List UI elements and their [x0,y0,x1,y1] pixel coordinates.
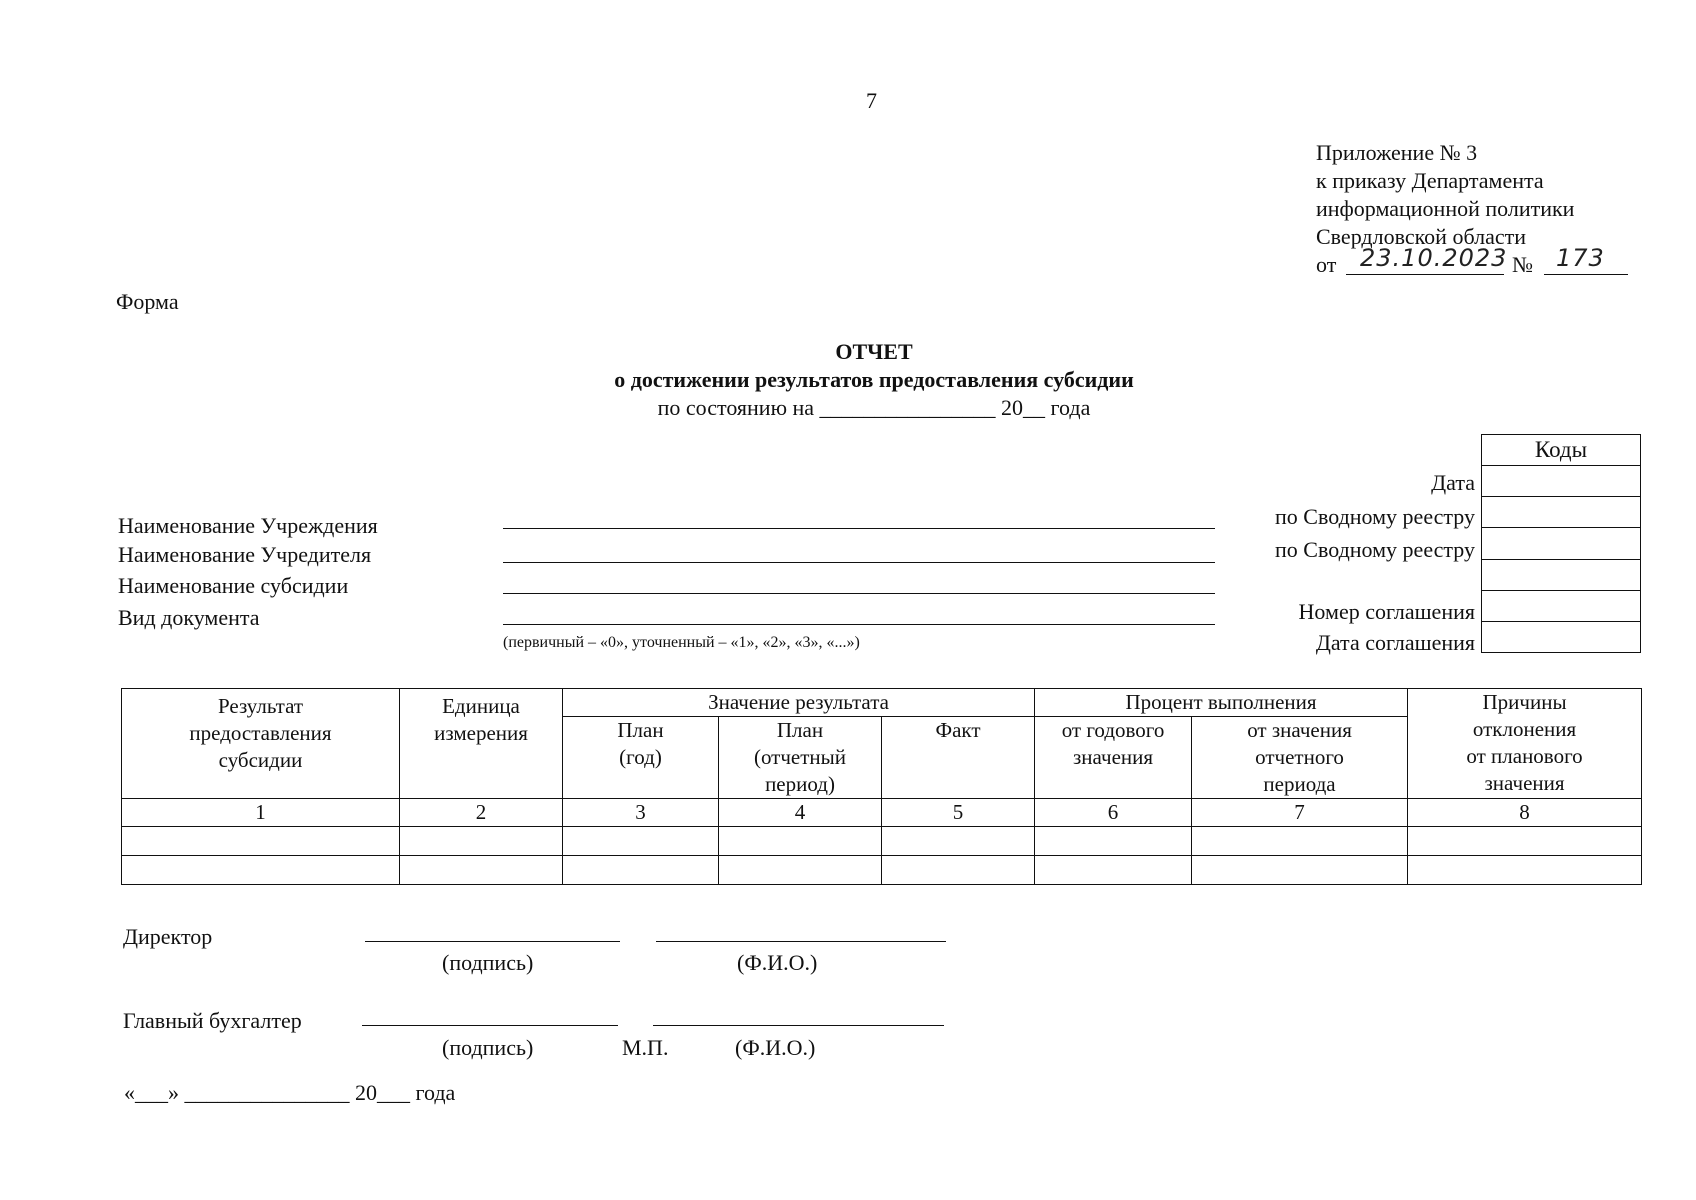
column-number: 7 [1192,799,1408,827]
page-number: 7 [866,88,877,113]
appendix-date-handwritten: 23.10.2023 [1360,244,1508,272]
field-founder-line[interactable] [503,562,1215,563]
table-cell[interactable] [563,827,719,856]
column-number: 3 [563,799,719,827]
column-number: 6 [1035,799,1192,827]
col-from-period-header [1192,717,1408,799]
director-name-line[interactable] [656,941,946,942]
codes-cell-registry-1 [1482,497,1641,528]
as-of-blank: ________________ [819,395,996,420]
chief-accountant-label: Главный бухгалтер [123,1008,302,1033]
codes-cell-agreement-date [1482,622,1641,653]
field-founder-label: Наименование Учредителя [118,542,372,567]
appendix-number-handwritten: 173 [1556,244,1605,272]
codes-label-registry-1: по Сводному реестру [1275,504,1475,529]
column-number: 8 [1408,799,1642,827]
codes-cell-date [1482,466,1641,497]
col-plan-year-header [563,717,719,799]
as-of-prefix: по состоянию на [657,395,815,420]
col-from-annual-header [1035,717,1192,799]
codes-header: Коды [1482,435,1641,466]
table-cell[interactable] [400,856,563,885]
appendix-line-2: к приказу Департамента [1316,168,1544,193]
codes-label-agreement-date: Дата соглашения [1315,630,1475,655]
group-value-header: Значение результата [563,689,1035,717]
col-plan-year-header-line-1: План [617,718,664,742]
column-number: 4 [719,799,882,827]
table-cell[interactable] [1408,827,1642,856]
appendix-from-label: от [1316,252,1337,277]
group-percent-header: Процент выполнения [1035,689,1408,717]
table-cell[interactable] [882,827,1035,856]
field-subsidy-line[interactable] [503,593,1215,594]
appendix-line-1: Приложение № 3 [1316,140,1478,165]
codes-table [1481,434,1641,653]
column-numbers-row [122,799,1642,827]
column-number: 2 [400,799,563,827]
form-label: Форма [116,289,179,314]
director-name-hint: (Ф.И.О.) [737,950,818,975]
col-plan-period-header-line-2: (отчетный [753,745,847,769]
table-row [122,856,1642,885]
col-unit-header-line-1: Единица [442,694,520,718]
table-cell[interactable] [719,856,882,885]
codes-cell-registry-2 [1482,528,1641,560]
col-fact-header: Факт [882,717,1035,799]
table-cell[interactable] [1192,856,1408,885]
results-table [121,688,1642,885]
chief-accountant-signature-line[interactable] [362,1025,618,1026]
table-cell[interactable] [122,827,400,856]
col-plan-period-header [719,717,882,799]
codes-label-registry-2: по Сводному реестру [1275,537,1475,562]
column-number: 1 [122,799,400,827]
col-from-annual-header-line-2: значения [1073,745,1154,769]
stamp-label: М.П. [622,1035,669,1060]
director-signature-line[interactable] [365,941,620,942]
codes-cell-agreement-number [1482,591,1641,622]
chief-accountant-name-hint: (Ф.И.О.) [735,1035,816,1060]
table-cell[interactable] [1035,827,1192,856]
report-title: ОТЧЕТ [835,339,913,364]
table-cell[interactable] [122,856,400,885]
appendix-line-4: Свердловской области [1316,224,1526,249]
field-doc-type-line[interactable] [503,624,1215,625]
col-reasons-header-line-1: Причины [1482,690,1567,714]
col-reasons-header [1408,689,1642,799]
col-from-period-header-line-2: отчетного [1255,745,1344,769]
table-cell[interactable] [1408,856,1642,885]
col-unit-header [400,689,563,799]
field-doc-type-hint: (первичный – «0», уточненный – «1», «2», «3», «...») [503,634,860,651]
table-cell[interactable] [1192,827,1408,856]
field-subsidy-label: Наименование субсидии [118,573,349,598]
director-label: Директор [123,924,213,949]
report-as-of [0,395,1696,421]
col-reasons-header-line-4: значения [1484,771,1565,795]
chief-accountant-signature-hint: (подпись) [442,1035,534,1060]
table-row [122,827,1642,856]
table-cell[interactable] [400,827,563,856]
appendix-line-3: информационной политики [1316,196,1575,221]
table-cell[interactable] [719,827,882,856]
col-result-header-line-2: предоставления [189,721,332,745]
col-plan-year-header-line-2: (год) [619,745,662,769]
report-subtitle: о достижении результатов предоставления субсидии [614,367,1134,392]
col-result-header [122,689,400,799]
table-cell[interactable] [1035,856,1192,885]
as-of-year: 20__ года [1001,395,1091,420]
field-doc-type-label: Вид документа [118,605,260,630]
col-result-header-line-3: субсидии [218,748,303,772]
appendix-date-underline [1346,274,1504,275]
table-cell[interactable] [882,856,1035,885]
codes-cell-blank [1482,560,1641,591]
col-reasons-header-line-2: отклонения [1472,717,1577,741]
col-from-period-header-line-1: от значения [1247,718,1352,742]
appendix-number-underline [1544,274,1628,275]
col-result-header-line-1: Результат [217,694,304,718]
col-from-annual-header-line-1: от годового [1061,718,1165,742]
codes-label-date: Дата [1431,470,1475,495]
table-cell[interactable] [563,856,719,885]
column-number: 5 [882,799,1035,827]
signature-date-line: «___» _______________ 20___ года [124,1080,456,1105]
col-reasons-header-line-3: от планового [1466,744,1583,768]
field-institution-label: Наименование Учреждения [118,513,378,538]
codes-label-agreement-number: Номер соглашения [1298,599,1475,624]
col-plan-period-header-line-3: период) [765,772,835,796]
col-unit-header-line-2: измерения [434,721,528,745]
col-from-period-header-line-3: периода [1263,772,1336,796]
chief-accountant-name-line[interactable] [653,1025,944,1026]
appendix-number-label: № [1512,252,1533,277]
col-plan-period-header-line-1: План [776,718,824,742]
field-institution-line[interactable] [503,528,1215,529]
director-signature-hint: (подпись) [442,950,534,975]
